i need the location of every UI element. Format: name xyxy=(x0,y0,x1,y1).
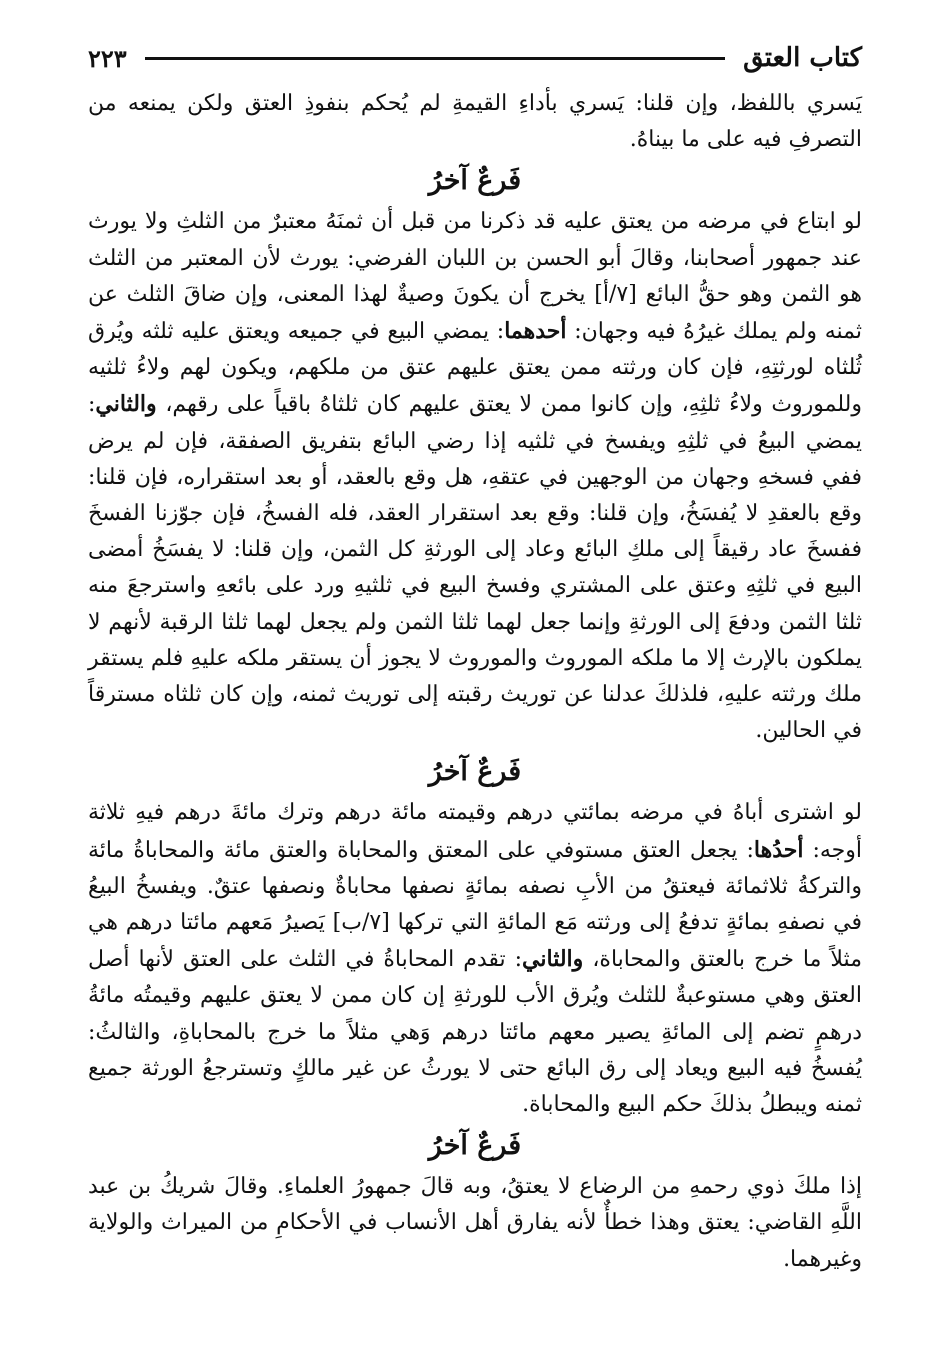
section-1-paragraph xyxy=(88,204,862,749)
section-2-bold-1: أحدُها xyxy=(753,836,804,863)
section-heading-2: فَرعٌ آخرُ xyxy=(428,756,522,788)
section-heading-3: فَرعٌ آخرُ xyxy=(428,1130,522,1162)
section-2-text-2: : يجعل العتق مستوفي على المعتق والمحاباة والعتق مائة والمحاباةُ مائة والتركةُ ثلاثمائة فيعتقُ من الأبِ نصفه بمائةٍ نصفها محاباةٌ ونصفها عتقٌ. ويفسخُ البيعُ في نصفهِ بمائةٍ تدفعُ إلى ورثته مَع المائةِ التي تركها [٧/ب] يَصيرُ مَعهم مائتا درهم هي مثلاً ما خرج بالعتق والمحاباة، xyxy=(88,837,862,973)
page-header xyxy=(88,34,862,82)
section-2-text-1: لو اشترى أباهُ في مرضه بمائتي درهم وقيمته مائة درهم وترك مائةَ درهم فيهِ ثلاثة أوجه: xyxy=(88,800,862,863)
section-1-bold-2: والثاني xyxy=(95,391,157,418)
paragraph-continuation: يَسري باللفظ، وإن قلنا: يَسري بأداءِ القيمةِ لم يُحكم بنفوذِ العتق ولكن يمنعه من التصرفِ فيه على ما بيناهُ. xyxy=(88,91,862,153)
page-number: ٢٢٣ xyxy=(88,43,127,73)
section-1-text-3: : يمضي البيعُ في ثلثِهِ ويفسخ في ثلثيه إذا رضي البائع بتفريق الصفقة، فإن لم يرض ففي فسخهِ وجهان من الوجهين في عتقهِ، هل وقع بالعقد، أو بعد استقراره، فإن قلنا: وقع بالعقدِ لا يُفسَخُ، وإن قلنا: وقع بعد استقرار العقد، فله الفسخُ، فإن جوّزنا الفسخَ ففسخَ عاد رقيقاً إلى ملكِ البائع وعاد إلى الورثةِ كل الثمن، وإن قلنا: لا يفسَخُ أمضى البيع في ثلثِهِ وعتق على المشتري وفسخ البيع في ثلثيهِ ورد على بائعهِ واسترجعَ منه ثلثا الثمن ودفعَ إلى الورثةِ وإنما جعل لهما ثلثا الثمن ولم يجعل لهما ثلثا الرقبة لأنهم لا يملكون بالإرث إلا ما ملكه الموروث والموروث لا يجوز أن يستقر ملكه عليهِ فلم يستقر ملك ورثته عليهِ، فلذلكَ عدلنا عن توريث رقبته إلى توريث ثمنه، وإن كان ثلثاه مسترقاً في الحالين. xyxy=(88,392,862,744)
header-rule xyxy=(145,57,725,60)
section-3-text-1: إذا ملكَ ذوي رحمهِ من الرضاع لا يعتقُ، وبه قالَ جمهورُ العلماءِ. وقالَ شريكُ بن عبد اللَّهِ القاضي: يعتق وهذا خطأٌ لأنه يفارق أهل الأنساب في الأحكامِ من الميراث والولاية وغيرهما. xyxy=(88,1174,862,1272)
section-2-bold-2: والثاني xyxy=(522,946,584,973)
section-3-paragraph xyxy=(88,1169,862,1278)
section-2-text-3: : تقدم المحاباةُ في الثلث على العتق لأنها أصل العتق وهي مستوعبةٌ للثلث ويُرق الأب للورثةِ إن كان ممن لا يعتق عليهم وقيمتُه مائةُ درهمٍ تضم إلى المائةِ يصير معهم مائتا درهم وَهي مثلاً ما خرج بالمحاباةِ، والثالثُ: يُفسخُ فيه البيع ويعاد إلى رق البائع حتى لا يورثُ عن غير مالكٍ وتسترجعُ الورثة جميع ثمنه ويبطلُ بذلكَ حكم البيع والمحاباة. xyxy=(88,947,862,1118)
running-title: كتاب العتق xyxy=(743,43,862,73)
section-1-text-1: لو ابتاع في مرضه من يعتق عليه قد ذكرنا من قبل أن ثمنَهُ معتبرٌ من الثلثِ ولا يورث عند جمهور أصحابنا، وقالَ أبو الحسن بن اللبان الفرضي: يورث لأن المعتبر من الثلث هو الثمن وهو حقُّ البائع [٧/أ] يخرج أن يكونَ وصيةٌ لهذا المعنى، وإن ضاقَ الثلث عن ثمنه ولم يملك غيرُهُ فيه وجهان: xyxy=(88,209,862,345)
section-1-bold-1: أحدهما xyxy=(504,318,567,345)
section-heading-1: فَرعٌ آخرُ xyxy=(428,165,522,197)
section-1-text-2: : يمضي البيع في جميعه ويعتق عليه ثلثه ويُرق ثُلثاه لورثتِهِ، فإن كان ورثته ممن يعتق عليهم عتق من ملكهم، ويكون لهم ولاءُ ثلثيه وللموروث ولاءُ ثلثِهِ، وإن كانوا ممن لا يعتق عليهم كان ثلثاهُ باقياً على رقهم، xyxy=(88,319,862,418)
section-2-paragraph xyxy=(88,795,862,1123)
